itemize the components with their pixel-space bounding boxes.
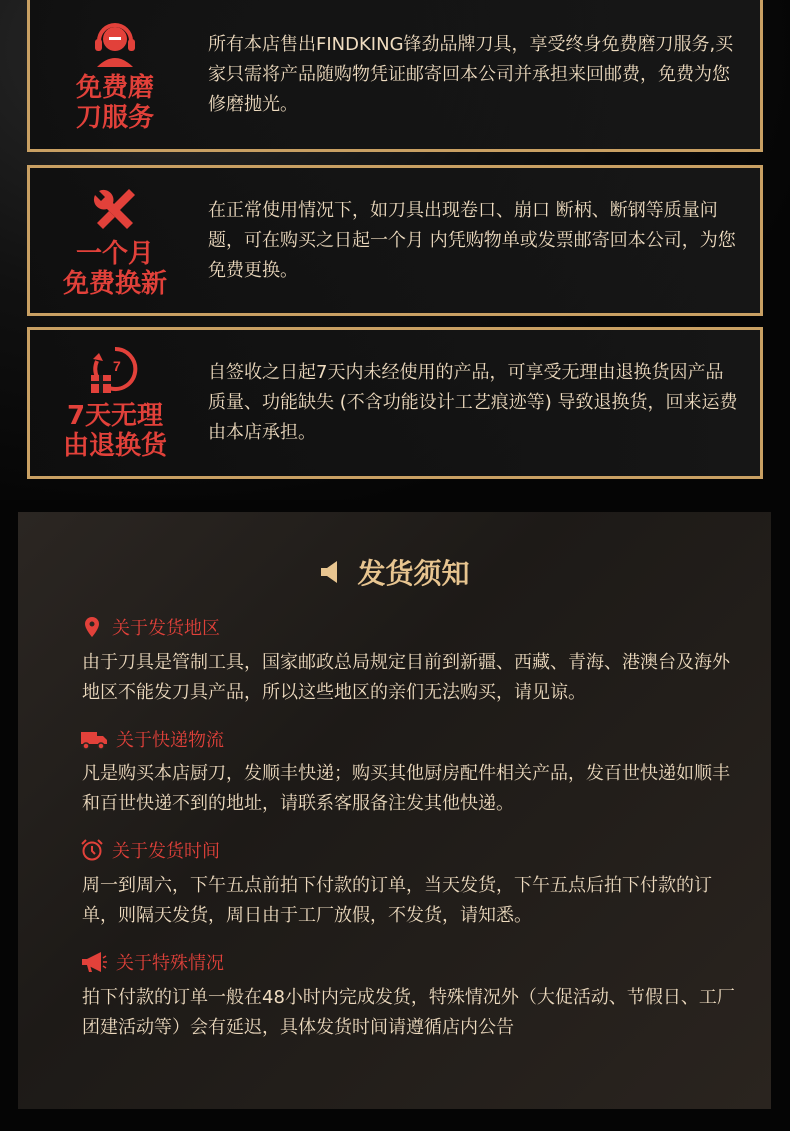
section-body: 拍下付款的订单一般在48小时内完成发货，特殊情况外（大促活动、节假日、工厂团建活动等）会有延迟，具体发货时间请遵循店内公告: [82, 987, 735, 1038]
section-label: 关于特殊情况: [116, 953, 224, 974]
section-header-special-cases: [80, 949, 224, 975]
service-card-7-day-return: [27, 327, 763, 479]
section-body: 由于刀具是管制工具，国家邮政总局规定目前到新疆、西藏、青海、港澳台及海外地区不能发刀具产品，所以这些地区的亲们无法购买，请见谅。: [82, 652, 730, 703]
delivery-truck-icon: [80, 727, 108, 751]
section-label: 关于快递物流: [116, 730, 224, 751]
shipping-notice-panel: [18, 512, 771, 1109]
section-header-shipping-region: [80, 614, 220, 640]
service-card-one-month-replacement: [27, 165, 763, 316]
wrench-screwdriver-icon: [89, 183, 141, 235]
service-title: 一个月 免费换新: [62, 238, 167, 299]
service-badge: [30, 330, 200, 476]
clock-number: 7: [113, 358, 121, 374]
section-body: 周一到周六，下午五点前拍下付款的订单，当天发货，下午五点后拍下付款的订单，则隔天发货，周日由于工厂放假，不发货，请知悉。: [82, 875, 712, 926]
customer-service-headset-icon: [89, 17, 141, 69]
shipping-header: [18, 552, 771, 592]
gift-clock-7-icon: [89, 345, 141, 397]
speaker-icon: [319, 559, 345, 585]
section-header-shipping-time: [80, 837, 220, 863]
service-description: 在正常使用情况下，如刀具出现卷口、崩口 断柄、断钢等质量问题，可在购买之日起一个月 内凭购物单或发票邮寄回本公司，为您免费更换。: [208, 199, 736, 281]
section-header-express-logistics: [80, 726, 224, 752]
alarm-clock-icon: [80, 838, 104, 862]
location-pin-icon: [80, 615, 104, 639]
megaphone-icon: [80, 950, 108, 974]
service-card-free-sharpening: [27, 0, 763, 152]
service-badge: [30, 0, 200, 149]
section-label: 关于发货地区: [112, 618, 220, 639]
service-description: 所有本店售出FINDKING锋劲品牌刀具，享受终身免费磨刀服务,买家只需将产品随购物凭证邮寄回本公司并承担来回邮费，免费为您修磨抛光。: [208, 33, 734, 115]
section-body: 凡是购买本店厨刀，发顺丰快递；购买其他厨房配件相关产品，发百世快递如顺丰和百世快递不到的地址，请联系客服备注发其他快递。: [82, 763, 730, 814]
service-badge: [30, 168, 200, 313]
section-label: 关于发货时间: [112, 841, 220, 862]
shipping-title: 发货须知: [357, 557, 470, 590]
service-title: 免费磨 刀服务: [75, 72, 154, 133]
service-description: 自签收之日起7天内未经使用的产品，可享受无理由退换货因产品质量、功能缺失 (不含功能设计工艺痕迹等) 导致退换货，回来运费由本店承担。: [208, 362, 738, 443]
service-title: 7天无理 由退换货: [62, 401, 167, 461]
